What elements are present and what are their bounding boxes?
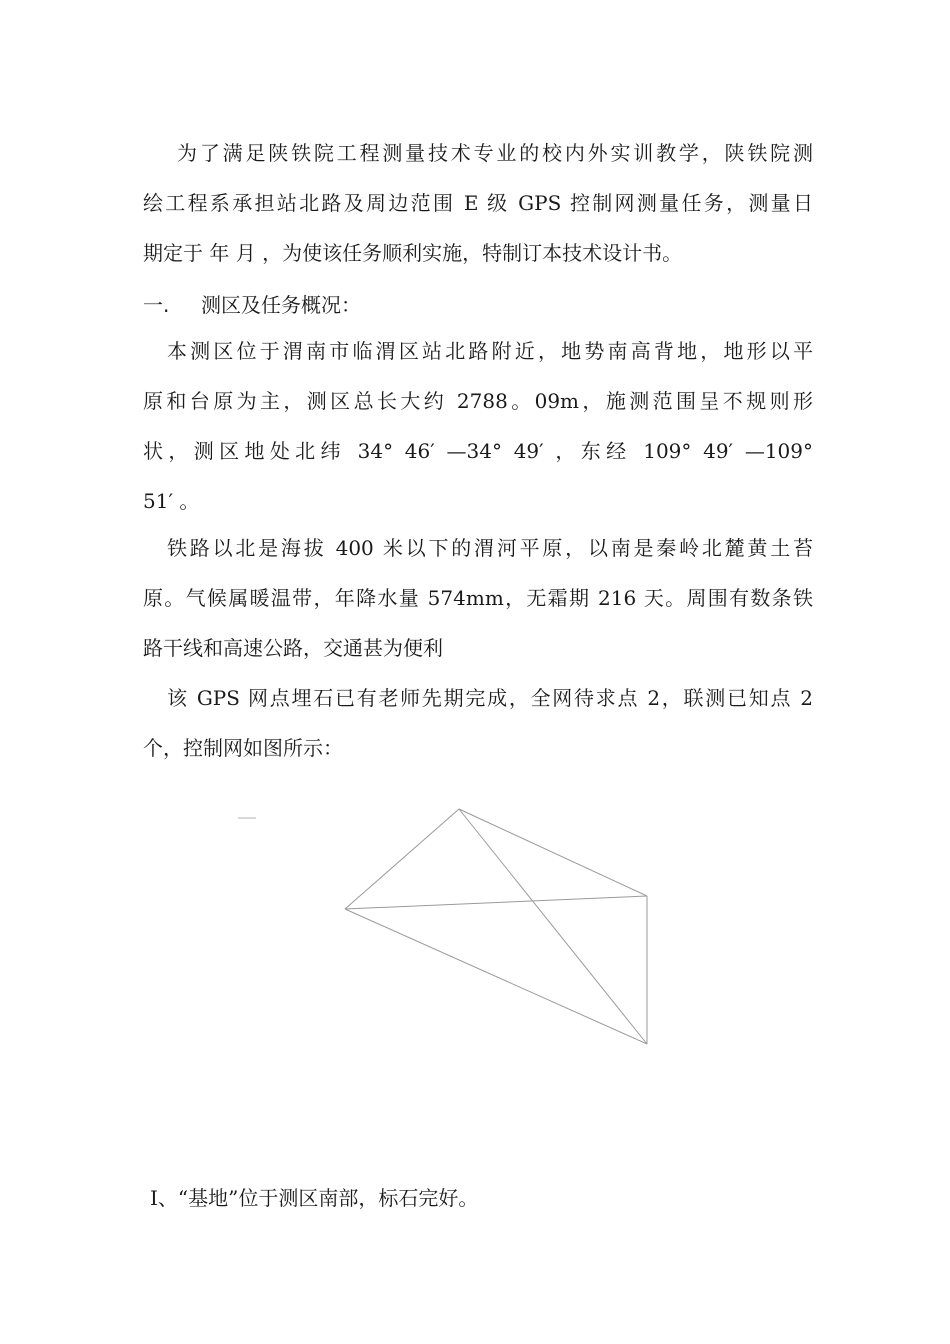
text-line: 为了满足陕铁院工程测量技术专业的校内外实训教学，陕铁院测 [177,141,813,165]
text-line: 状，测区地处北纬 34° 46′ —34° 49′ ，东经 109° 49′ —109° [143,439,813,463]
text-line: 期定于 年 月 ，为使该任务顺利实施，特制订本技术设计书。 [143,241,683,265]
text-line: 原和台原为主，测区总长大约 2788。09m，施测范围呈不规则形 [143,389,813,413]
network-edge [345,896,647,909]
text-line: 路干线和高速公路，交通甚为便利 [143,636,443,660]
text-line: 本测区位于渭南市临渭区站北路附近，地势南高背地，地形以平 [167,339,813,363]
network-edge [345,809,459,909]
network-edge [459,809,647,896]
section-number: 一. [143,293,170,317]
text-line: 该 GPS 网点埋石已有老师先期完成，全网待求点 2，联测已知点 2 [167,686,813,710]
text-line: 绘工程系承担站北路及周边范围 E 级 GPS 控制网测量任务，测量日 [143,191,813,215]
network-edge [345,909,647,1044]
text-line: 个，控制网如图所示： [143,736,343,760]
network-edge [459,809,647,1044]
section-title: 测区及任务概况： [201,293,361,317]
base-station-note: Ⅰ、“基地”位于测区南部，标石完好。 [150,1186,479,1210]
text-line: 原。气候属暖温带，年降水量 574mm，无霜期 216 天。周围有数条铁 [143,586,813,610]
text-line: 铁路以北是海拔 400 米以下的渭河平原，以南是秦岭北麓黄土苔 [167,536,813,560]
text-line: 51′ 。 [143,489,200,513]
